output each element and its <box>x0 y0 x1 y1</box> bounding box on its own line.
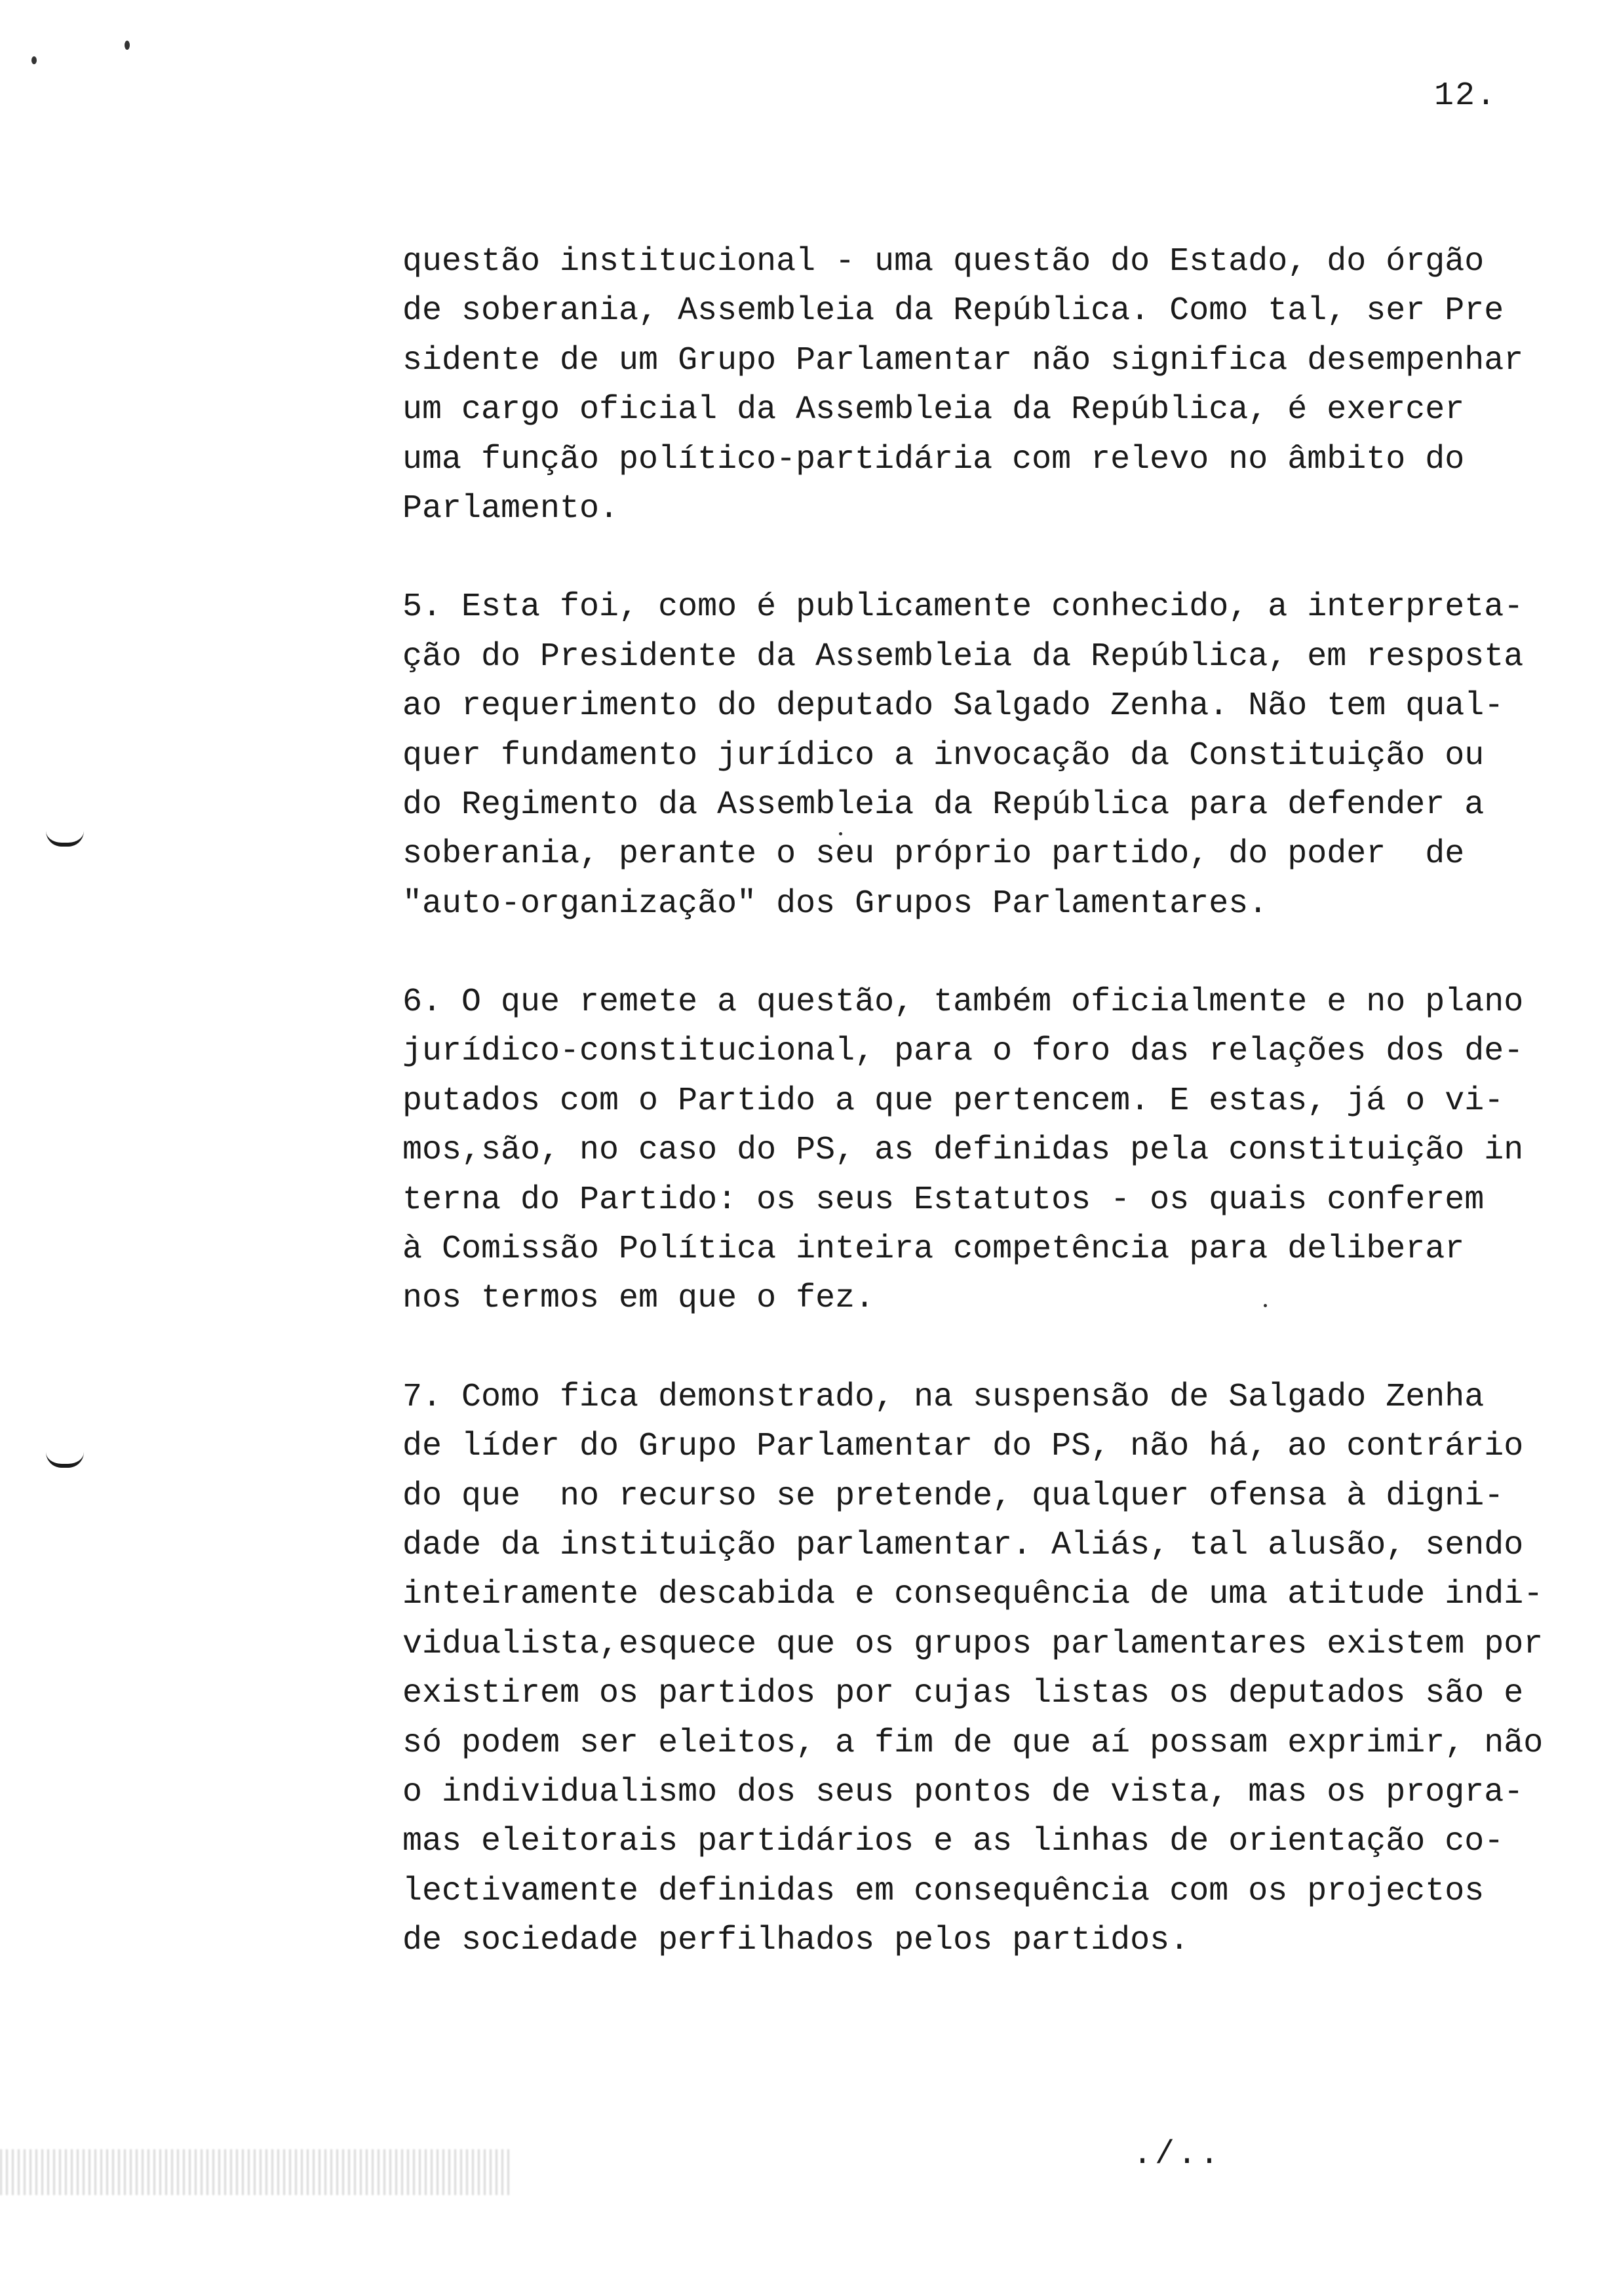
text-line: 7. Como fica demonstrado, na suspensão de Salgado Zenha <box>402 1378 1485 1416</box>
document-body <box>402 237 1556 1966</box>
text-line: jurídico-constitucional, para o foro das relações dos de- <box>402 1033 1524 1071</box>
text-line: Parlamento. <box>402 489 619 527</box>
text-line: uma função político-partidária com relevo no âmbito do <box>402 440 1465 478</box>
text-line: questão institucional - uma questão do Estado, do órgão <box>402 243 1485 280</box>
text-line: lectivamente definidas em consequência com os projectos <box>402 1872 1485 1910</box>
paragraph-6 <box>402 978 1556 1324</box>
text-line: mos,são, no caso do PS, as definidas pela constituição in <box>402 1132 1524 1170</box>
text-line: "auto-organização" dos Grupos Parlamentares. <box>402 885 1268 923</box>
text-line: dade da instituição parlamentar. Aliás, tal alusão, sendo <box>402 1526 1524 1564</box>
paragraph-5 <box>402 583 1556 928</box>
text-line: soberania, perante o seu próprio partido, do poder de <box>402 835 1465 873</box>
text-line: putados com o Partido a que pertencem. E estas, já o vi- <box>402 1082 1504 1120</box>
text-line: à Comissão Política inteira competência para deliberar <box>402 1231 1465 1269</box>
ink-speck <box>31 56 37 64</box>
text-line: 5. Esta foi, como é publicamente conhecido, a interpreta- <box>402 588 1524 626</box>
text-line: de sociedade perfilhados pelos partidos. <box>402 1922 1190 1960</box>
page-number: 12. <box>1434 77 1498 115</box>
text-line: do que no recurso se pretende, qualquer ofensa à digni- <box>402 1477 1504 1515</box>
text-line: existirem os partidos por cujas listas os deputados são e <box>402 1675 1524 1713</box>
text-line: 6. O que remete a questão, também oficialmente e no plano <box>402 984 1524 1022</box>
paragraph-continuation <box>402 237 1556 533</box>
text-line: só podem ser eleitos, a fim de que aí possam exprimir, não <box>402 1724 1544 1762</box>
text-line: de soberania, Assembleia da República. Como tal, ser Pre <box>402 292 1504 330</box>
text-line: de líder do Grupo Parlamentar do PS, não há, ao contrário <box>402 1428 1524 1466</box>
text-line: ção do Presidente da Assembleia da República, em resposta <box>402 638 1524 676</box>
margin-tick-mark <box>46 1452 84 1468</box>
continuation-mark: ./.. <box>1133 2136 1222 2173</box>
text-line: inteiramente descabida e consequência de uma atitude indi- <box>402 1576 1544 1614</box>
text-line: do Regimento da Assembleia da República para defender a <box>402 786 1485 824</box>
text-line: um cargo oficial da Assembleia da República, é exercer <box>402 391 1465 429</box>
text-line: o individualismo dos seus pontos de vista, mas os progra- <box>402 1773 1524 1811</box>
text-line: terna do Partido: os seus Estatutos - os quais conferem <box>402 1181 1485 1219</box>
margin-tick-mark <box>46 831 84 847</box>
text-line: vidualista,esquece que os grupos parlamentares existem por <box>402 1625 1544 1663</box>
text-line: sidente de um Grupo Parlamentar não significa desempenhar <box>402 341 1524 379</box>
text-line: quer fundamento jurídico a invocação da Constituição ou <box>402 737 1485 775</box>
text-line: nos termos em que o fez. <box>402 1280 875 1318</box>
scan-smudge <box>0 2149 511 2195</box>
text-line: ao requerimento do deputado Salgado Zenha. Não tem qual- <box>402 687 1504 725</box>
ink-speck <box>125 41 130 50</box>
paragraph-7 <box>402 1373 1556 1966</box>
text-line: mas eleitorais partidários e as linhas de orientação co- <box>402 1823 1504 1861</box>
